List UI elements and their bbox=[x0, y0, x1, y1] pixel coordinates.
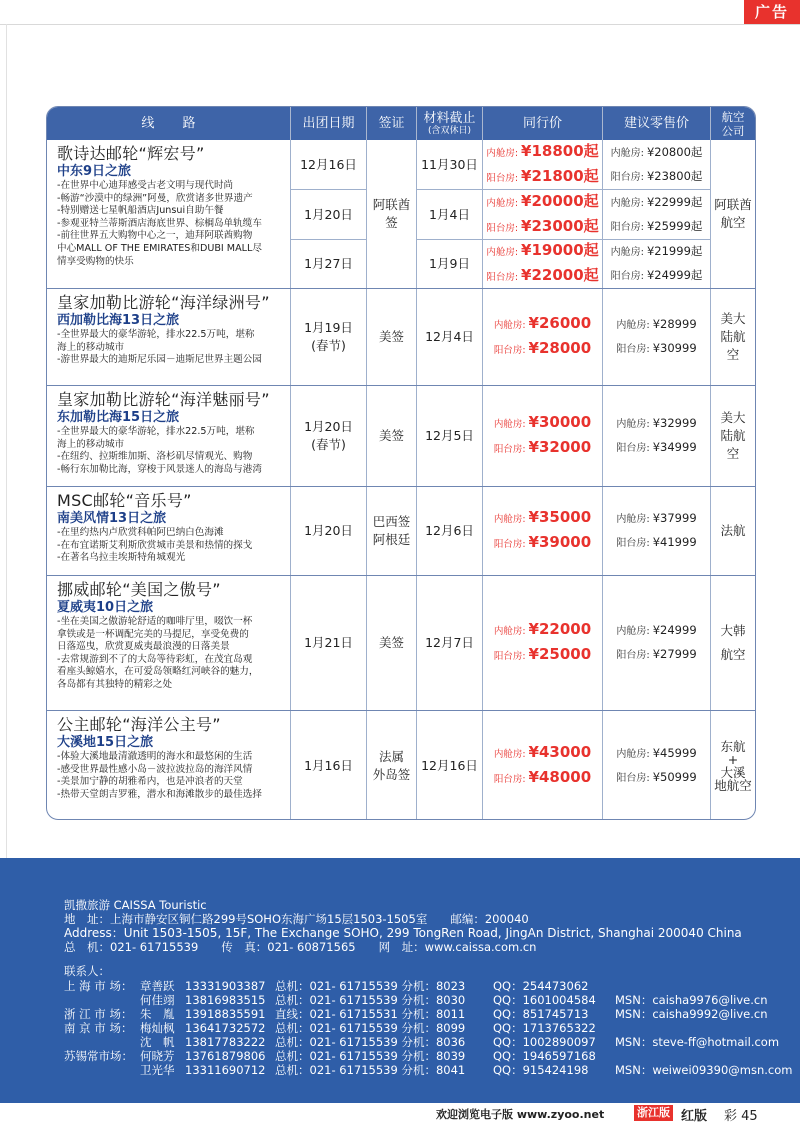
header-retail-price: 建议零售价 bbox=[603, 107, 711, 140]
cruise-title: 公主邮轮“海洋公主号” bbox=[57, 715, 221, 734]
retail-price-pair bbox=[603, 240, 710, 288]
retail-price-cell bbox=[603, 576, 711, 710]
contact-mobile: 13641732572 bbox=[185, 1021, 266, 1035]
contact-msn: MSN：caisha9976@live.cn bbox=[615, 993, 768, 1007]
peer-price-cell bbox=[483, 386, 603, 486]
highlight-line: 拿铁或是一杯调配完美的马提尼，享受免费的 bbox=[57, 628, 249, 640]
contact-market: 浙 江 市 场： bbox=[64, 1007, 133, 1021]
visa-cell: 巴西签 阿根廷 bbox=[367, 487, 417, 575]
balcony-label: 阳台房: bbox=[493, 539, 526, 550]
cruise-table bbox=[46, 106, 756, 820]
peer-price-cell bbox=[483, 140, 603, 288]
contact-qq: QQ：851745713 bbox=[493, 1007, 589, 1021]
balcony-label: 阳台房: bbox=[616, 773, 650, 784]
route-cell bbox=[47, 487, 291, 575]
inner-cabin-label: 内舱房: bbox=[616, 626, 650, 637]
highlight-line: -体验大溪地最清澈透明的海水和最悠闲的生活 bbox=[57, 751, 253, 762]
balcony-label: 阳台房: bbox=[616, 650, 650, 661]
contact-footer bbox=[0, 858, 800, 1103]
airline-cell: 大韩 航空 bbox=[720, 623, 746, 662]
airline-cell: 美大陆航空 bbox=[720, 410, 746, 461]
deadline-cell: 12月4日 bbox=[417, 289, 483, 385]
visa-cell: 美签 bbox=[367, 289, 417, 385]
airline-cell: 美大陆航空 bbox=[720, 311, 746, 362]
retail-inner-price: ¥20800起 bbox=[646, 144, 703, 159]
visa-cell: 美签 bbox=[367, 576, 417, 710]
cruise-subtitle: 大溪地15日之旅 bbox=[57, 735, 154, 750]
retail-inner-price: ¥28999 bbox=[652, 317, 697, 331]
contact-row bbox=[64, 1035, 779, 1049]
contact-row bbox=[64, 993, 768, 1007]
inner-cabin-label: 内舱房: bbox=[493, 514, 526, 525]
deadline-cell bbox=[417, 140, 483, 288]
highlight-line: 中心MALL OF THE EMIRATES和DUBI MALL尽 bbox=[57, 242, 262, 254]
ad-tag: 广告 bbox=[744, 0, 800, 24]
table-header bbox=[47, 107, 755, 140]
table-row bbox=[47, 385, 755, 486]
departure-date: 1月19日 bbox=[304, 320, 353, 335]
peer-balcony-price: ¥48000 bbox=[528, 768, 592, 786]
top-divider bbox=[0, 24, 800, 25]
contact-name: 何佳翊 bbox=[140, 993, 175, 1007]
retail-price-cell bbox=[603, 140, 711, 288]
contact-msn: MSN：steve-ff@hotmail.com bbox=[615, 1035, 780, 1049]
balcony-label: 阳台房: bbox=[493, 774, 526, 785]
left-divider bbox=[6, 24, 7, 873]
date-cell bbox=[291, 140, 367, 288]
highlight-line: 海上的移动城市 bbox=[57, 438, 125, 450]
visa-cell: 美签 bbox=[367, 386, 417, 486]
peer-price-cell bbox=[483, 289, 603, 385]
cruise-title: 挪威邮轮“美国之傲号” bbox=[57, 580, 221, 599]
contact-market: 上 海 市 场： bbox=[64, 979, 133, 993]
highlight-line: -畅游“沙漠中的绿洲”阿曼，欣赏诸多世界遗产 bbox=[57, 192, 253, 204]
cruise-title: 歌诗达邮轮“辉宏号” bbox=[57, 144, 205, 163]
inner-cabin-label: 内舱房: bbox=[610, 247, 644, 258]
phone-line: 总 机：021- 61715539 传 真：021- 60871565 网 址：www.caissa.com.cn bbox=[64, 940, 537, 954]
highlight-line: -全世界最大的豪华游轮，排水22.5万吨，堪称 bbox=[57, 329, 255, 340]
peer-inner-price: ¥19000起 bbox=[521, 241, 599, 259]
contact-ext: 总机：021- 61715539 分机：8039 bbox=[275, 1049, 466, 1063]
address-cn: 地 址：上海市静安区铜仁路299号SOHO东海广场15层1503-1505室 邮编：200040 bbox=[64, 912, 529, 926]
contact-qq: QQ：1713765322 bbox=[493, 1021, 596, 1035]
departure-date: 1月20日 bbox=[291, 190, 366, 240]
highlight-line: -全世界最大的豪华游轮，排水22.5万吨，堪称 bbox=[57, 426, 255, 437]
table-row bbox=[47, 486, 755, 575]
table-row bbox=[47, 140, 755, 288]
inner-cabin-label: 内舱房: bbox=[610, 197, 644, 209]
contact-qq: QQ：1002890097 bbox=[493, 1035, 596, 1049]
airline-cell: 阿联酋航空 bbox=[714, 197, 752, 230]
contact-mobile: 13331903387 bbox=[185, 979, 266, 993]
retail-price-cell bbox=[603, 487, 711, 575]
header-date: 出团日期 bbox=[291, 107, 367, 140]
edition-label: 红版 bbox=[681, 1109, 708, 1124]
retail-inner-price: ¥32999 bbox=[652, 416, 697, 430]
contact-qq: QQ：254473062 bbox=[493, 979, 589, 993]
contact-name: 章善跃 bbox=[140, 979, 175, 993]
peer-inner-price: ¥43000 bbox=[528, 743, 592, 761]
balcony-label: 阳台房: bbox=[616, 538, 650, 549]
inner-cabin-label: 内舱房: bbox=[493, 419, 526, 430]
cruise-highlights bbox=[57, 616, 284, 692]
retail-price-cell bbox=[603, 711, 711, 820]
contact-ext: 总机：021- 61715539 分机：8041 bbox=[275, 1063, 466, 1077]
company-name: 凯撒旅游 CAISSA Touristic bbox=[64, 898, 207, 912]
cruise-subtitle: 东加勒比海15日之旅 bbox=[57, 410, 180, 425]
peer-balcony-price: ¥32000 bbox=[528, 438, 592, 456]
highlight-line: -游世界最大的迪斯尼乐园－迪斯尼世界主题公园 bbox=[57, 354, 262, 366]
peer-price-cell bbox=[483, 576, 603, 710]
airline-cell: 法航 bbox=[720, 523, 746, 538]
balcony-label: 阳台房: bbox=[616, 443, 650, 454]
header-route: 线 路 bbox=[47, 107, 291, 140]
balcony-label: 阳台房: bbox=[486, 222, 519, 234]
date-note: (春节) bbox=[311, 437, 346, 452]
inner-cabin-label: 内舱房: bbox=[486, 147, 519, 159]
date-note: (春节) bbox=[311, 338, 346, 353]
contact-ext: 总机：021- 61715539 分机：8036 bbox=[275, 1035, 466, 1049]
peer-price-pair bbox=[483, 190, 602, 240]
cruise-subtitle: 中东9日之旅 bbox=[57, 164, 132, 179]
highlight-line: -在纽约、拉斯维加斯、洛杉矶尽情观光、购物 bbox=[57, 451, 253, 463]
contact-qq: QQ：1601004584 bbox=[493, 993, 596, 1007]
cruise-title: 皇家加勒比游轮“海洋绿洲号” bbox=[57, 293, 270, 312]
balcony-label: 阳台房: bbox=[486, 272, 519, 283]
peer-price-cell bbox=[483, 487, 603, 575]
cruise-subtitle: 夏威夷10日之旅 bbox=[57, 600, 154, 615]
cruise-title: MSC邮轮“音乐号” bbox=[57, 491, 192, 510]
retail-price-cell bbox=[603, 386, 711, 486]
departure-date: 1月20日 bbox=[304, 419, 353, 434]
retail-balcony-price: ¥27999 bbox=[652, 647, 697, 661]
contact-mobile: 13761879806 bbox=[185, 1049, 266, 1063]
highlight-line: 各岛都有其独特的精彩之处 bbox=[57, 678, 173, 690]
peer-balcony-price: ¥23000起 bbox=[521, 216, 599, 235]
inner-cabin-label: 内舱房: bbox=[616, 749, 650, 760]
retail-balcony-price: ¥50999 bbox=[652, 770, 697, 784]
inner-cabin-label: 内舱房: bbox=[616, 514, 650, 525]
peer-balcony-price: ¥25000 bbox=[528, 645, 592, 663]
page-number: 彩 45 bbox=[724, 1109, 758, 1124]
cruise-highlights bbox=[57, 527, 284, 565]
header-deadline-label: 材料截止 bbox=[423, 110, 476, 126]
balcony-label: 阳台房: bbox=[493, 651, 526, 662]
table-row bbox=[47, 710, 755, 820]
balcony-label: 阳台房: bbox=[493, 345, 526, 356]
deadline-cell: 12月7日 bbox=[417, 576, 483, 710]
deadline-cell: 12月16日 bbox=[417, 711, 483, 820]
highlight-line: -在著名乌拉圭埃斯特角城观光 bbox=[57, 552, 186, 564]
route-cell bbox=[47, 576, 291, 710]
address-en: Address：Unit 1503-1505, 15F, The Exchange SOHO, 299 TongRen Road, JingAn District, Shanghai 200040 China bbox=[64, 926, 742, 940]
contact-name: 梅灿枫 bbox=[140, 1021, 175, 1035]
inner-cabin-label: 内舱房: bbox=[616, 320, 650, 331]
contact-qq: QQ：915424198 bbox=[493, 1063, 589, 1077]
highlight-line: -在世界中心迪拜感受古老文明与现代时尚 bbox=[57, 180, 234, 191]
contact-row bbox=[64, 1063, 792, 1077]
cruise-title: 皇家加勒比游轮“海洋魅丽号” bbox=[57, 390, 270, 409]
retail-inner-price: ¥45999 bbox=[652, 746, 697, 760]
date-cell: 1月16日 bbox=[291, 711, 367, 820]
peer-balcony-price: ¥28000 bbox=[528, 339, 592, 357]
inner-cabin-label: 内舱房: bbox=[610, 147, 644, 159]
peer-inner-price: ¥18800起 bbox=[521, 141, 599, 160]
header-deadline bbox=[417, 107, 483, 140]
contact-name: 何晓芳 bbox=[140, 1049, 175, 1063]
peer-inner-price: ¥26000 bbox=[528, 314, 592, 332]
peer-balcony-price: ¥39000 bbox=[528, 533, 592, 551]
inner-cabin-label: 内舱房: bbox=[486, 197, 519, 209]
header-visa: 签证 bbox=[367, 107, 417, 140]
contact-msn: MSN：weiwei09390@msn.com bbox=[615, 1063, 793, 1077]
highlight-line: -在里约热内卢欣赏科帕阿巴纳白色海滩 bbox=[57, 527, 224, 538]
balcony-label: 阳台房: bbox=[610, 271, 644, 282]
visa-cell: 阿联酋签 bbox=[367, 140, 417, 288]
cruise-highlights bbox=[57, 329, 284, 367]
date-cell: 1月20日 bbox=[291, 487, 367, 575]
balcony-label: 阳台房: bbox=[610, 171, 644, 183]
highlight-line: -去常规游到不了的大岛等待彩虹，在茂宜岛观 bbox=[57, 653, 253, 665]
retail-balcony-price: ¥30999 bbox=[652, 341, 697, 355]
contact-row bbox=[64, 979, 615, 993]
contact-market: 苏锡常市场： bbox=[64, 1049, 133, 1063]
deadline-date: 11月30日 bbox=[417, 140, 482, 190]
contact-ext: 总机：021- 61715539 分机：8023 bbox=[275, 979, 466, 993]
retail-inner-price: ¥37999 bbox=[652, 511, 697, 525]
deadline-cell: 12月6日 bbox=[417, 487, 483, 575]
contact-ext: 总机：021- 61715539 分机：8030 bbox=[275, 993, 466, 1007]
header-airline: 航空公司 bbox=[721, 109, 745, 138]
inner-cabin-label: 内舱房: bbox=[493, 626, 526, 637]
peer-inner-price: ¥20000起 bbox=[521, 191, 599, 210]
peer-inner-price: ¥35000 bbox=[528, 508, 592, 526]
peer-inner-price: ¥22000 bbox=[528, 620, 592, 638]
header-peer-price: 同行价 bbox=[483, 107, 603, 140]
contact-qq: QQ：1946597168 bbox=[493, 1049, 596, 1063]
balcony-label: 阳台房: bbox=[486, 172, 519, 184]
cruise-subtitle: 西加勒比海13日之旅 bbox=[57, 313, 180, 328]
highlight-line: -坐在美国之傲游轮舒适的咖啡厅里，啜饮一杯 bbox=[57, 616, 253, 627]
contact-mobile: 13817783222 bbox=[185, 1035, 266, 1049]
route-cell bbox=[47, 140, 291, 288]
highlight-line: -美景加宁静的胡雅希内，也是冲浪者的天堂 bbox=[57, 776, 243, 788]
cruise-highlights bbox=[57, 426, 284, 476]
balcony-label: 阳台房: bbox=[616, 344, 650, 355]
route-cell bbox=[47, 711, 291, 820]
departure-date: 1月27日 bbox=[304, 256, 353, 271]
retail-balcony-price: ¥41999 bbox=[652, 535, 697, 549]
cruise-subtitle: 南美风情13日之旅 bbox=[57, 511, 167, 526]
contact-name: 朱 胤 bbox=[140, 1007, 175, 1021]
airline-cell: 东航 + 大溪 地航空 bbox=[714, 739, 752, 793]
highlight-line: -前往世界五大购物中心之一，迪拜阿联酋购物 bbox=[57, 230, 253, 242]
contact-row bbox=[64, 1007, 768, 1021]
highlight-line: -参观亚特兰蒂斯酒店海底世界、棕榈岛单轨缆车 bbox=[57, 217, 262, 229]
contact-mobile: 13311690712 bbox=[185, 1063, 266, 1077]
retail-balcony-price: ¥24999起 bbox=[646, 268, 703, 282]
balcony-label: 阳台房: bbox=[493, 444, 526, 455]
retail-inner-price: ¥22999起 bbox=[646, 194, 703, 209]
highlight-line: 日落巡曳，欣赏夏威夷最浪漫的日落美景 bbox=[57, 641, 230, 653]
contact-mobile: 13918835591 bbox=[185, 1007, 266, 1021]
route-cell bbox=[47, 289, 291, 385]
retail-balcony-price: ¥23800起 bbox=[646, 168, 703, 183]
highlight-line: -畅行东加勒比海，穿梭于风景迷人的海岛与港湾 bbox=[57, 463, 262, 475]
retail-price-cell bbox=[603, 289, 711, 385]
inner-cabin-label: 内舱房: bbox=[493, 749, 526, 760]
table-row bbox=[47, 288, 755, 385]
edition-badge: 浙江版 bbox=[634, 1105, 673, 1121]
deadline-cell: 12月5日 bbox=[417, 386, 483, 486]
deadline-date: 1月9日 bbox=[429, 256, 470, 271]
retail-balcony-price: ¥25999起 bbox=[646, 218, 703, 233]
welcome-text: 欢迎浏览电子版 www.zyoo.net bbox=[436, 1108, 605, 1121]
highlight-line: 看座头鲸嬉水，在可爱岛领略红河峡谷的魅力， bbox=[57, 666, 259, 678]
highlight-line: 海上的移动城市 bbox=[57, 341, 125, 353]
retail-price-pair bbox=[603, 190, 710, 240]
header-deadline-sub: (含双休日) bbox=[427, 125, 472, 136]
retail-balcony-price: ¥34999 bbox=[652, 440, 697, 454]
contact-row bbox=[64, 1021, 615, 1035]
highlight-line: -感受世界最性感小岛－波拉波拉岛的海洋风情 bbox=[57, 763, 253, 775]
highlight-line: -热带天堂朗吉罗雅，潜水和海滩散步的最佳选择 bbox=[57, 788, 262, 800]
contacts-title: 联系人： bbox=[64, 964, 110, 978]
peer-inner-price: ¥30000 bbox=[528, 413, 592, 431]
route-cell bbox=[47, 386, 291, 486]
retail-inner-price: ¥21999起 bbox=[646, 244, 703, 258]
retail-price-pair bbox=[603, 140, 710, 190]
deadline-date: 1月4日 bbox=[417, 190, 482, 240]
date-cell: 1月21日 bbox=[291, 576, 367, 710]
contact-ext: 总机：021- 61715539 分机：8099 bbox=[275, 1021, 466, 1035]
peer-price-pair bbox=[483, 140, 602, 190]
peer-price-pair bbox=[483, 240, 602, 288]
bottom-bar bbox=[0, 1103, 800, 1123]
peer-balcony-price: ¥22000起 bbox=[521, 266, 599, 284]
table-row bbox=[47, 575, 755, 710]
visa-cell: 法属 外岛签 bbox=[367, 711, 417, 820]
date-cell bbox=[291, 289, 367, 385]
contact-mobile: 13816983515 bbox=[185, 993, 266, 1007]
contact-name: 卫光华 bbox=[140, 1063, 175, 1077]
highlight-line: -特别赠送七星帆船酒店Junsui自助午餐 bbox=[57, 205, 224, 217]
inner-cabin-label: 内舱房: bbox=[486, 247, 519, 258]
departure-date: 12月16日 bbox=[291, 140, 366, 190]
cruise-highlights bbox=[57, 751, 284, 801]
contact-ext: 直线：021- 61715531 分机：8011 bbox=[275, 1007, 466, 1021]
highlight-line: -在布宜诺斯艾利斯欣赏城市美景和热情的探戈 bbox=[57, 539, 253, 551]
inner-cabin-label: 内舱房: bbox=[493, 320, 526, 331]
peer-balcony-price: ¥21800起 bbox=[521, 166, 599, 185]
inner-cabin-label: 内舱房: bbox=[616, 419, 650, 430]
contact-market: 南 京 市 场： bbox=[64, 1021, 133, 1035]
contact-msn: MSN：caisha9992@live.cn bbox=[615, 1007, 768, 1021]
retail-inner-price: ¥24999 bbox=[652, 623, 697, 637]
contact-name: 沈 帆 bbox=[140, 1035, 175, 1049]
date-cell bbox=[291, 386, 367, 486]
balcony-label: 阳台房: bbox=[610, 221, 644, 233]
contact-row bbox=[64, 1049, 615, 1063]
cruise-highlights bbox=[57, 180, 284, 268]
peer-price-cell bbox=[483, 711, 603, 820]
highlight-line: 情享受购物的快乐 bbox=[57, 255, 134, 267]
